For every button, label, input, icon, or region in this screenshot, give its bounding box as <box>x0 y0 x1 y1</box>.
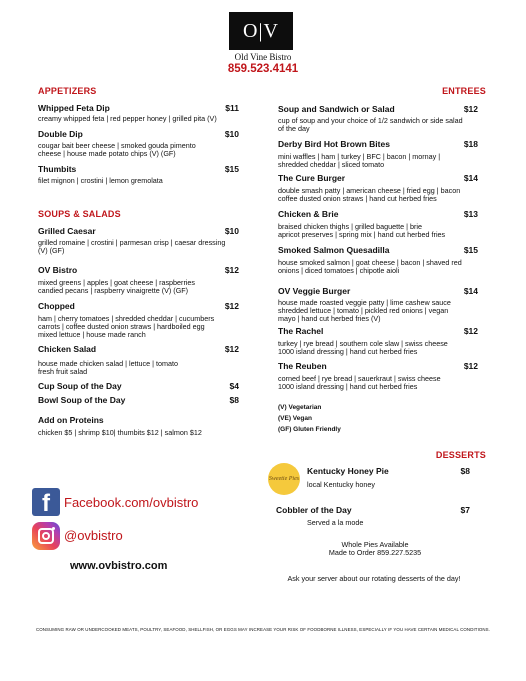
appetizers-heading: APPETIZERS <box>38 86 97 96</box>
menu-item-price: $15 <box>224 164 239 174</box>
menu-item-name: Chicken & Brie <box>278 209 339 219</box>
whole-pies-line: Whole Pies Available <box>341 540 409 549</box>
menu-item-desc: coffee dusted onion straws | hand cut herbed fries <box>278 194 437 203</box>
dessert-name: Cobbler of the Day <box>276 505 352 515</box>
menu-item-price: $12 <box>463 104 478 114</box>
menu-item-name: Grilled Caesar <box>38 226 96 236</box>
facebook-link[interactable]: Facebook.com/ovbistro <box>64 495 199 510</box>
menu-item-price: $15 <box>463 245 478 255</box>
soups-salads-heading: SOUPS & SALADS <box>38 209 121 219</box>
dessert-desc: local Kentucky honey <box>307 480 375 489</box>
menu-item-desc: 1000 island dressing | hand cut herbed fries <box>278 382 418 391</box>
whole-pies-phone[interactable]: Made to Order 859.227.5235 <box>328 548 422 557</box>
menu-item-desc: mini waffles | ham | turkey | BFC | bacon | mornay | <box>278 152 441 161</box>
menu-item-desc: cheese | house made potato chips (V) (GF) <box>38 149 176 158</box>
menu-item-price: $11 <box>225 103 239 113</box>
menu-item-price: $12 <box>463 361 478 371</box>
menu-item-desc: (V) (GF) <box>38 246 65 255</box>
logo: O|V <box>229 12 293 50</box>
menu-item-desc: of the day <box>278 124 310 133</box>
seal-text: Sweetie Pies <box>268 475 300 482</box>
menu-item-desc: shredded lettuce | tomato | pickled red onions | vegan <box>278 306 449 315</box>
desserts-heading: DESSERTS <box>435 450 486 460</box>
menu-item-name: Cup Soup of the Day <box>38 381 122 391</box>
menu-item-desc: corned beef | rye bread | sauerkraut | swiss cheese <box>278 374 441 383</box>
instagram-lens <box>42 532 50 540</box>
menu-item-price: $13 <box>463 209 478 219</box>
menu-item-desc: candied pecans | raspberry vinaigrette (V) (GF) <box>38 286 189 295</box>
menu-item-price: $12 <box>224 301 239 311</box>
menu-item-price: $14 <box>463 286 478 296</box>
menu-item-price: $12 <box>224 265 239 275</box>
menu-item-desc: filet mignon | crostini | lemon gremolata <box>38 176 163 185</box>
health-disclaimer: CONSUMING RAW OR UNDERCOOKED MEATS, POULTRY, SEAFOOD, SHELLFISH, OR EGGS MAY INCREASE YOUR RISK OF FOODBORNE ILLNESS, ESPECIALLY IF YOU HAVE CERTAIN MEDICAL CONDITIONS. <box>35 627 491 632</box>
menu-item-desc: double smash patty | american cheese | fried egg | bacon <box>278 186 461 195</box>
dessert-price: $7 <box>460 505 470 515</box>
menu-item-name: OV Bistro <box>38 265 78 275</box>
instagram-icon[interactable] <box>32 522 60 550</box>
menu-item-desc: house made chicken salad | lettuce | tomato <box>38 359 178 368</box>
dessert-price: $8 <box>460 466 470 476</box>
proteins-list: chicken $5 | shrimp $10| thumbits $12 | salmon $12 <box>38 428 202 437</box>
menu-item-desc: braised chicken thighs | grilled baguette | brie <box>278 222 422 231</box>
menu-item-price: $18 <box>463 139 478 149</box>
menu-item-name: Chopped <box>38 301 75 311</box>
legend-vegan: (VE) Vegan <box>278 415 312 422</box>
menu-item-name: Chicken Salad <box>38 344 97 354</box>
restaurant-name: Old Vine Bistro <box>234 52 292 62</box>
menu-item-price: $12 <box>463 326 478 336</box>
menu-item-name: Whipped Feta Dip <box>38 103 110 113</box>
menu-item-desc: carrots | coffee dusted onion straws | hardboiled egg <box>38 322 205 331</box>
menu-item-name: Soup and Sandwich or Salad <box>278 104 395 114</box>
menu-item-desc: ham | cherry tomatoes | shredded cheddar | cucumbers <box>38 314 215 323</box>
menu-item-name: The Cure Burger <box>278 173 346 183</box>
dessert-desc: Served a la mode <box>307 518 364 527</box>
menu-item-price: $8 <box>229 395 239 405</box>
menu-item-desc: fresh fruit salad <box>38 367 88 376</box>
menu-item-desc: mayo | hand cut herbed fries (V) <box>278 314 381 323</box>
sweetie-pies-seal <box>268 463 300 495</box>
menu-item-desc: shredded cheddar | sliced tomato <box>278 160 385 169</box>
menu-item-price: $14 <box>463 173 478 183</box>
menu-item-desc: apricot preserves | spring mix | hand cut herbed fries <box>278 230 446 239</box>
menu-item-name: OV Veggie Burger <box>278 286 351 296</box>
menu-item-desc: turkey | rye bread | southern cole slaw | swiss cheese <box>278 339 448 348</box>
menu-item-desc: onions | diced tomatoes | chipotle aioli <box>278 266 400 275</box>
menu-item-name: Smoked Salmon Quesadilla <box>278 245 390 255</box>
menu-item-desc: cougar bait beer cheese | smoked gouda pimento <box>38 141 196 150</box>
instagram-link[interactable]: @ovbistro <box>64 528 123 543</box>
menu-item-price: $12 <box>224 344 239 354</box>
menu-item-desc: house made roasted veggie patty | lime cashew sauce <box>278 298 451 307</box>
dessert-name: Kentucky Honey Pie <box>307 466 389 476</box>
dessert-note: Ask your server about our rotating desserts of the day! <box>287 574 461 583</box>
menu-item-desc: mixed greens | apples | goat cheese | raspberries <box>38 278 196 287</box>
menu-item-desc: creamy whipped feta | red pepper honey | grilled pita (V) <box>38 114 217 123</box>
menu-item-name: The Rachel <box>278 326 324 336</box>
menu-item-name: Double Dip <box>38 129 83 139</box>
menu-item-name: The Reuben <box>278 361 327 371</box>
menu-item-price: $4 <box>229 381 239 391</box>
proteins-heading: Add on Proteins <box>38 415 104 425</box>
menu-item-desc: 1000 island dressing | hand cut herbed fries <box>278 347 418 356</box>
menu-item-price: $10 <box>224 226 239 236</box>
instagram-flash <box>52 527 55 530</box>
menu-item-name: Thumbits <box>38 164 77 174</box>
legend-vegetarian: (V) Vegetarian <box>278 404 322 411</box>
menu-item-price: $10 <box>224 129 239 139</box>
menu-item-desc: house smoked salmon | goat cheese | bacon | shaved red <box>278 258 462 267</box>
legend-gluten-friendly: (GF) Gluten Friendly <box>278 426 341 433</box>
facebook-icon[interactable]: f <box>32 488 60 516</box>
entrees-heading: ENTREES <box>442 86 486 96</box>
menu-item-name: Derby Bird Hot Brown Bites <box>278 139 390 149</box>
menu-item-desc: cup of soup and your choice of 1/2 sandwich or side salad <box>278 116 463 125</box>
website-link[interactable]: www.ovbistro.com <box>70 560 168 572</box>
menu-item-name: Bowl Soup of the Day <box>38 395 126 405</box>
phone-number[interactable]: 859.523.4141 <box>227 63 299 75</box>
menu-item-desc: grilled romaine | crostini | parmesan crisp | caesar dressing <box>38 238 226 247</box>
menu-item-desc: mixed lettuce | house made ranch <box>38 330 146 339</box>
